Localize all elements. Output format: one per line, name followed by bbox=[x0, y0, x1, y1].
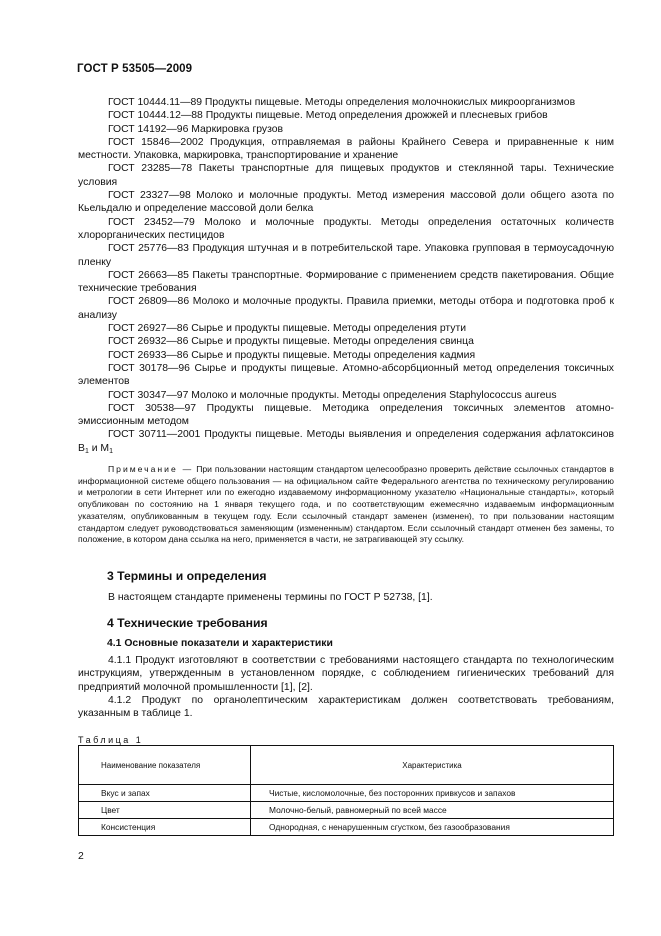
reference-item: ГОСТ 30538—97 Продукты пищевые. Методика определения токсичных элементов атомно-эмиссионным методом bbox=[78, 402, 614, 428]
paragraph-4-1-2: 4.1.2 Продукт по органолептическим характеристикам должен соответствовать требованиям, указанным в таблице 1. bbox=[78, 695, 614, 720]
reference-item: ГОСТ 26809—86 Молоко и молочные продукты. Правила приемки, методы отбора и подготовка проб к анализу bbox=[78, 296, 614, 321]
table-header-cell: Наименование показателя bbox=[79, 746, 251, 785]
reference-item: ГОСТ 14192—96 Маркировка грузов bbox=[108, 123, 284, 135]
references-list bbox=[78, 96, 614, 458]
table-cell: Чистые, кисломолочные, без посторонних привкусов и запахов bbox=[251, 785, 614, 802]
reference-text: ГОСТ 30711—2001 Продукты пищевые. Методы выявления и определения содержания афлатоксинов B bbox=[78, 429, 614, 454]
reference-item-aflatoxins bbox=[78, 428, 614, 458]
table-cell: Консистенция bbox=[79, 819, 251, 836]
table-cell: Цвет bbox=[79, 802, 251, 819]
reference-item: ГОСТ 26932—86 Сырье и продукты пищевые. Методы определения свинца bbox=[108, 336, 474, 348]
reference-item: ГОСТ 26933—86 Сырье и продукты пищевые. Методы определения кадмия bbox=[108, 349, 476, 361]
table-header-row bbox=[79, 746, 614, 785]
table-cell: Вкус и запах bbox=[79, 785, 251, 802]
reference-item: ГОСТ 30347—97 Молоко и молочные продукты. Методы определения Staphylococcus aureus bbox=[108, 389, 557, 401]
table-cell: Молочно-белый, равномерный по всей массе bbox=[251, 802, 614, 819]
section-3-heading: 3 Термины и определения bbox=[107, 569, 267, 583]
section-4-1-heading: 4.1 Основные показатели и характеристики bbox=[107, 638, 333, 649]
table-header-cell: Характеристика bbox=[251, 746, 614, 785]
note-label: Примечание — bbox=[108, 464, 194, 474]
reference-item: ГОСТ 10444.11—89 Продукты пищевые. Методы определения молочнокислых микроорганизмов bbox=[108, 97, 576, 108]
note-block bbox=[78, 464, 614, 546]
note-paragraph bbox=[78, 464, 614, 546]
table-caption: Таблица 1 bbox=[78, 735, 144, 745]
reference-item: ГОСТ 25776—83 Продукция штучная и в потребительской таре. Упаковка групповая в термоусадочную пленку bbox=[78, 243, 614, 268]
table-1 bbox=[78, 745, 614, 836]
subscript: 1 bbox=[109, 447, 113, 455]
table-row bbox=[79, 785, 614, 802]
reference-item: ГОСТ 10444.12—88 Продукты пищевые. Метод определения дрожжей и плесневых грибов bbox=[108, 110, 548, 122]
reference-item: ГОСТ 30178—96 Сырье и продукты пищевые. Атомно-абсорбционный метод определения токсичных элементов bbox=[78, 362, 614, 388]
reference-item: ГОСТ 23452—79 Молоко и молочные продукты. Методы определения остаточных количеств хлорорганических пестицидов bbox=[78, 216, 614, 241]
subscript: 1 bbox=[84, 447, 89, 455]
reference-item: ГОСТ 23285—78 Пакеты транспортные для пищевых продуктов и стеклянной тары. Технические условия bbox=[78, 163, 614, 188]
section-4-heading: 4 Технические требования bbox=[107, 616, 268, 630]
section-3-text: В настоящем стандарте применены термины по ГОСТ Р 52738, [1]. bbox=[108, 592, 433, 603]
table-cell: Однородная, с ненарушенным сгустком, без газообразования bbox=[251, 819, 614, 836]
table-row bbox=[79, 802, 614, 819]
reference-item: ГОСТ 26927—86 Сырье и продукты пищевые. Методы определения ртути bbox=[108, 323, 467, 335]
page-number: 2 bbox=[78, 851, 84, 862]
note-text: При пользовании настоящим стандартом целесообразно проверить действие ссылочных стандартов в информационной системе общего пользования — на официальном сайте Федерального агентства по техническому регулированию и метрологии в сети Интернет или по ежегодно издаваемому информационному указателю «Национальные стандарты», который опубликован по состоянию на 1 января текущего года, и по соответствующим ежемесячно издаваемым информационным указателям, опубликованным в текущем году. Если ссылочный стандарт заменен (изменен), то при пользовании настоящим стандартом следует руководствоваться заменяющим (измененным) стандартом. Если ссылочный стандарт отменен без замены, то положение, в котором дана ссылка на него, применяется в части, не затрагивающей эту ссылку. bbox=[78, 464, 614, 545]
reference-text-mid: и M bbox=[88, 442, 110, 454]
reference-item: ГОСТ 15846—2002 Продукция, отправляемая в районы Крайнего Севера и приравненные к ним местности. Упаковка, маркировка, транспортирование и хранение bbox=[78, 136, 614, 162]
reference-item: ГОСТ 26663—85 Пакеты транспортные. Формирование с применением средств пакетирования. Общие технические требования bbox=[78, 269, 614, 295]
document-header: ГОСТ Р 53505—2009 bbox=[77, 63, 193, 75]
reference-item: ГОСТ 23327—98 Молоко и молочные продукты. Метод измерения массовой доли общего азота по Кьельдалю и определение массовой доли белка bbox=[78, 190, 614, 215]
table-row bbox=[79, 819, 614, 836]
paragraph-4-1-1: 4.1.1 Продукт изготовляют в соответствии с требованиями настоящего стандарта по технологическим инструкциям, утвержденным в установленном порядке, с соблюдением гигиенических требований для предприятий молочной промышленности [1], [2]. bbox=[78, 655, 614, 693]
